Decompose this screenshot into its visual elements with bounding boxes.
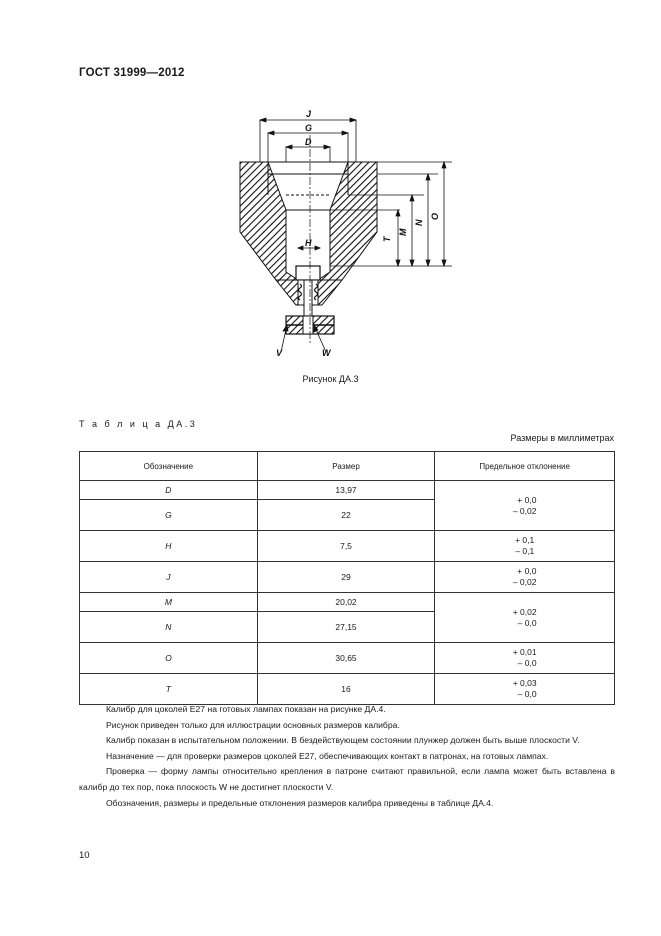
tolerance-upper: + 0,1 <box>515 535 535 545</box>
cell-tolerance <box>435 531 615 562</box>
cell-symbol: G <box>80 500 258 531</box>
cell-tolerance <box>435 562 615 593</box>
label-v: V <box>276 348 283 358</box>
label-o: O <box>430 212 440 220</box>
paragraph: Проверка — форму лампы относительно крепления в патроне считают правильной, если лампа может быть вставлена в калибр до тех пор, пока плоскость W не достигнет плоскости V. <box>79 766 615 792</box>
cell-symbol: M <box>80 593 258 612</box>
label-d: D <box>305 137 312 147</box>
label-t: T <box>382 236 392 242</box>
gauge-drawing <box>0 0 661 400</box>
table-row <box>80 562 615 593</box>
cell-size: 27,15 <box>257 612 435 643</box>
header-size: Размер <box>257 452 435 481</box>
paragraph: Обозначения, размеры и предельные отклонения размеров калибра приведены в таблице ДА.4. <box>106 797 494 808</box>
cell-size: 7,5 <box>257 531 435 562</box>
gauge-body-left <box>240 162 298 280</box>
cell-tolerance <box>435 593 615 643</box>
tolerance-lower: – 0,1 <box>515 546 535 556</box>
document-header: ГОСТ 31999—2012 <box>79 67 185 79</box>
cell-symbol: J <box>80 562 258 593</box>
cell-symbol: D <box>80 481 258 500</box>
cell-size: 29 <box>257 562 435 593</box>
label-h: H <box>305 238 312 248</box>
tolerance-lower: – 0,02 <box>512 577 537 587</box>
cell-size: 13,97 <box>257 481 435 500</box>
cell-symbol: T <box>80 674 258 705</box>
paragraph: Рисунок приведен только для иллюстрации основных размеров калибра. <box>106 719 400 730</box>
units-note: Размеры в миллиметрах <box>510 433 614 443</box>
cell-symbol: N <box>80 612 258 643</box>
cell-size: 22 <box>257 500 435 531</box>
cell-tolerance <box>435 643 615 674</box>
paragraph: Калибр показан в испытательном положении. В бездействующем состоянии плунжер должен быть выше плоскости V. <box>106 735 580 746</box>
gauge-figure <box>0 0 661 400</box>
table-row <box>80 674 615 705</box>
tolerance-lower: – 0,0 <box>517 689 537 699</box>
paragraph: Калибр для цоколей E27 на готовых лампах показан на рисунке ДА.4. <box>106 704 386 714</box>
cell-size: 20,02 <box>257 593 435 612</box>
cell-symbol: O <box>80 643 258 674</box>
body-text <box>79 702 615 811</box>
page-number: 10 <box>79 850 90 861</box>
tolerance-lower: – 0,0 <box>517 658 537 668</box>
table-header-row <box>80 452 615 481</box>
cell-size: 16 <box>257 674 435 705</box>
header-tolerance: Предельное отклонение <box>435 452 615 481</box>
tolerance-upper: + 0,01 <box>512 647 537 657</box>
table-caption: Т а б л и ц а ДА.3 <box>79 419 198 429</box>
figure-caption: Рисунок ДА.3 <box>302 374 359 384</box>
tolerance-upper: + 0,02 <box>512 606 537 617</box>
label-j: J <box>306 109 312 119</box>
table-row <box>80 481 615 500</box>
label-m: M <box>398 228 408 236</box>
label-w: W <box>322 348 331 358</box>
tolerance-upper: + 0,0 <box>517 566 537 576</box>
table-row <box>80 593 615 612</box>
dimensions-table <box>79 451 615 705</box>
cell-symbol: H <box>80 531 258 562</box>
header-designation: Обозначение <box>80 452 258 481</box>
cell-tolerance <box>435 481 615 531</box>
label-g: G <box>305 123 313 133</box>
tolerance-upper: + 0,0 <box>517 494 537 505</box>
tolerance-upper: + 0,03 <box>512 678 537 688</box>
cell-size: 30,65 <box>257 643 435 674</box>
table-row <box>80 531 615 562</box>
tolerance-lower: – 0,02 <box>512 505 537 516</box>
label-n: N <box>414 219 424 226</box>
table-row <box>80 643 615 674</box>
tolerance-lower: – 0,0 <box>517 617 537 628</box>
paragraph: Назначение — для проверки размеров цоколей E27, обеспечивающих контакт в патронах, на готовых лампах. <box>106 750 549 761</box>
cell-tolerance <box>435 674 615 705</box>
